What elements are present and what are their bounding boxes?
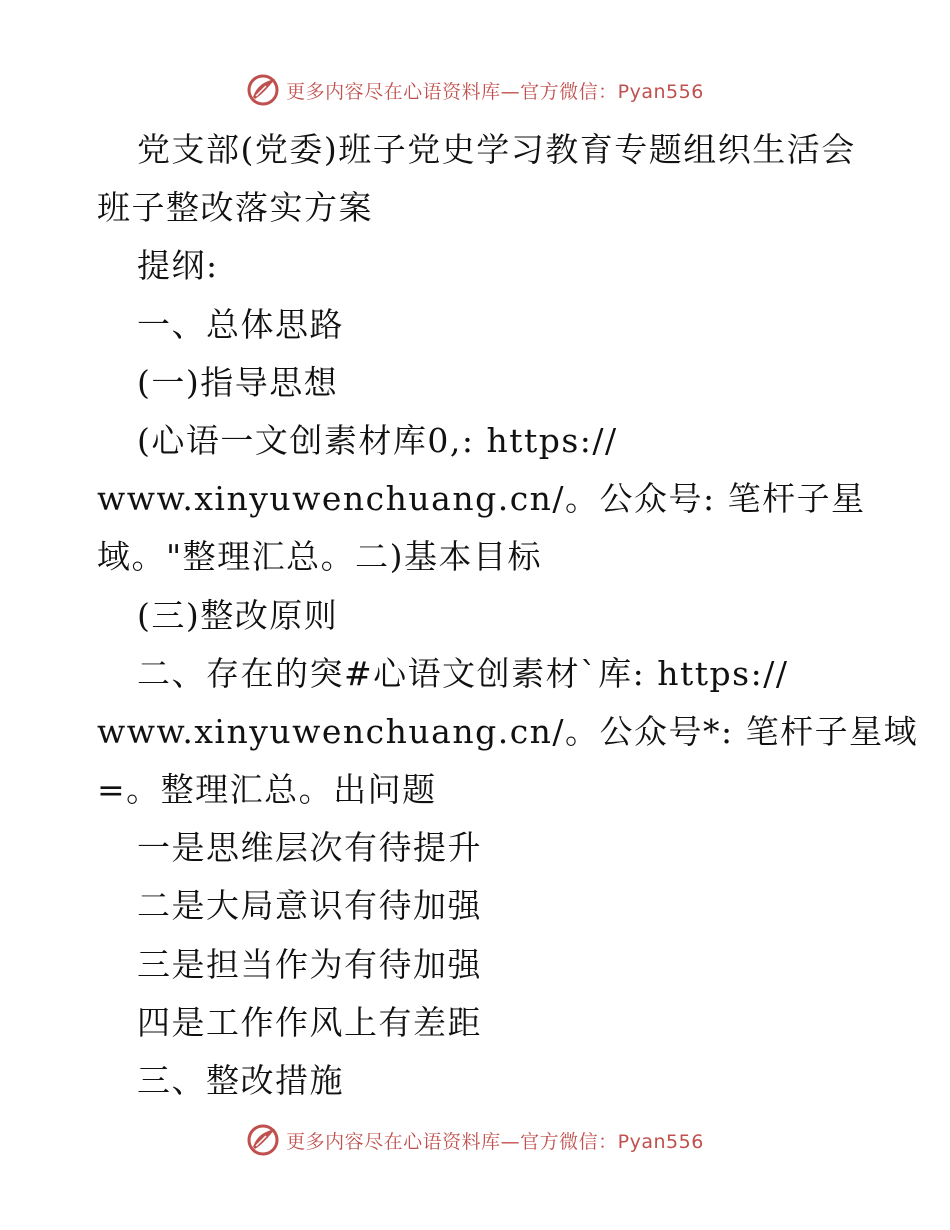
- subsection-1: (一)指导思想: [137, 362, 339, 402]
- section-heading-1: 一、总体思路: [137, 304, 344, 344]
- section-heading-3: 三、整改措施: [137, 1061, 344, 1100]
- pen-logo-icon: [246, 73, 280, 107]
- paragraph-line: www.xinyuwenchuang.cn/。公众号: 笔杆子星: [97, 479, 866, 519]
- document-title-line-1: 党支部(党委)班子党史学习教育专题组织生活会: [137, 130, 856, 169]
- paragraph-line: 域。"整理汇总。二)基本目标: [97, 537, 543, 577]
- document-body: [97, 121, 919, 1110]
- paragraph-line: (心语一文创素材库0,: https://: [137, 420, 618, 460]
- footer-banner: [0, 1120, 950, 1160]
- paragraph-line: www.xinyuwenchuang.cn/。公众号*: 笔杆子星域: [97, 711, 919, 751]
- problem-item: 四是工作作风上有差距: [137, 1002, 482, 1042]
- pen-logo-icon: [246, 1123, 280, 1157]
- problem-item: 二是大局意识有待加强: [137, 886, 482, 926]
- footer-banner-text: 更多内容尽在心语资料库—官方微信：Pyan556: [286, 1130, 704, 1153]
- header-banner: [0, 70, 950, 110]
- document-title-line-2: 班子整改落实方案: [97, 188, 373, 228]
- outline-heading: 提纲:: [137, 246, 219, 286]
- subsection-3: (三)整改原则: [137, 595, 339, 635]
- problem-item: 三是担当作为有待加强: [137, 944, 482, 984]
- header-banner-text: 更多内容尽在心语资料库—官方微信：Pyan556: [286, 80, 704, 103]
- section-heading-2: 二、存在的突#心语文创素材`库: https://: [137, 653, 789, 693]
- problem-item: 一是思维层次有待提升: [137, 828, 482, 868]
- paragraph-line: =。整理汇总。出问题: [97, 770, 437, 810]
